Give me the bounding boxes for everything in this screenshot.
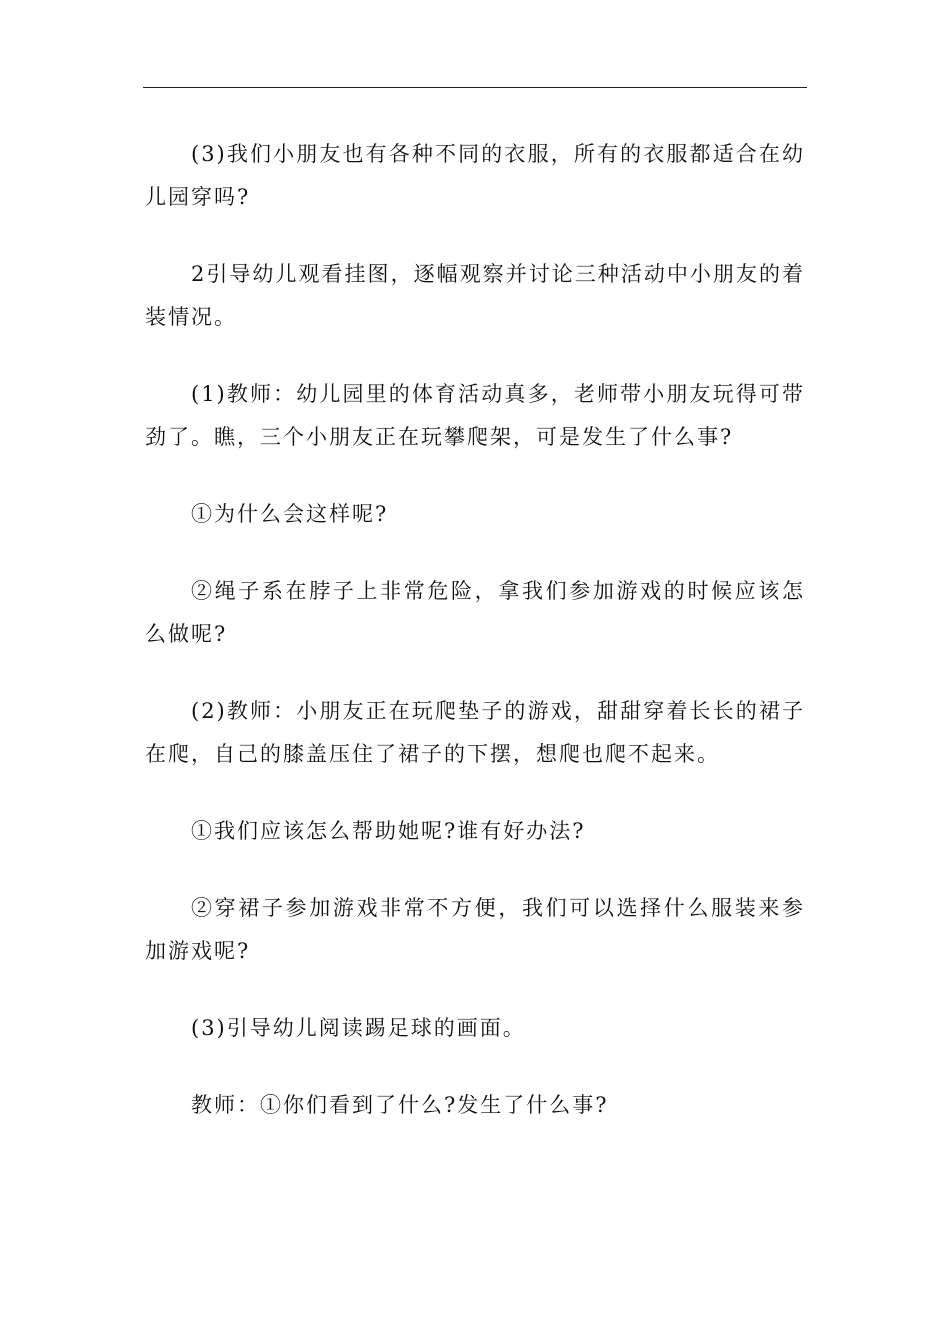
paragraph: (1)教师：幼儿园里的体育活动真多，老师带小朋友玩得可带劲了。瞧，三个小朋友正在玩攀爬架，可是发生了什么事?: [145, 382, 805, 449]
paragraph: ①我们应该怎么帮助她呢?谁有好办法?: [191, 819, 586, 843]
paragraph: ②穿裙子参加游戏非常不方便，我们可以选择什么服装来参加游戏呢?: [145, 896, 805, 963]
paragraph: (3)引导幼儿阅读踢足球的画面。: [191, 1016, 526, 1040]
paragraph: 教师：①你们看到了什么?发生了什么事?: [191, 1093, 609, 1117]
paragraph: ①为什么会这样呢?: [191, 502, 389, 526]
paragraph: 2引导幼儿观看挂图，逐幅观察并讨论三种活动中小朋友的着装情况。: [145, 262, 805, 329]
paragraph: (3)我们小朋友也有各种不同的衣服，所有的衣服都适合在幼儿园穿吗?: [145, 142, 805, 209]
paragraph: ②绳子系在脖子上非常危险，拿我们参加游戏的时候应该怎么做呢?: [145, 579, 805, 646]
paragraph: (2)教师：小朋友正在玩爬垫子的游戏，甜甜穿着长长的裙子在爬，自己的膝盖压住了裙子的下摆，想爬也爬不起来。: [145, 699, 805, 766]
header-rule: [143, 87, 807, 88]
document-body: [145, 133, 805, 1161]
